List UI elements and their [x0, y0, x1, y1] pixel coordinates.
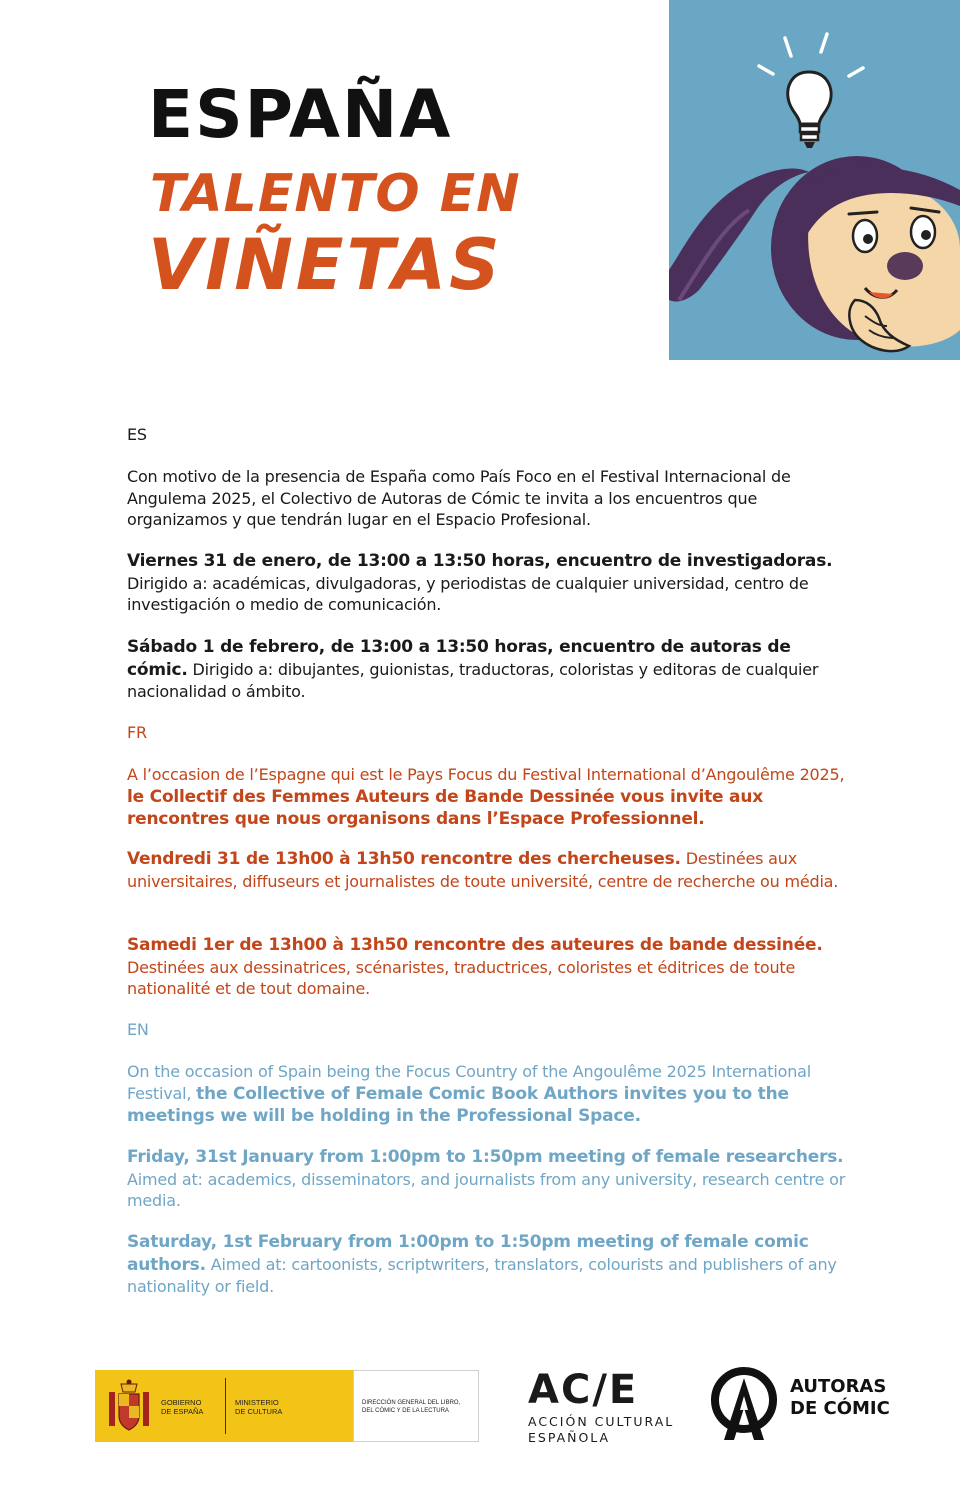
gobierno-ministerio-logo — [95, 1370, 479, 1442]
fr-event-1-title: Vendredi 31 de 13h00 à 13h50 rencontre des chercheuses. — [127, 849, 681, 869]
fr-event-1 — [127, 848, 847, 892]
en-event-1-text: Aimed at: academics, disseminators, and journalists from any university, research centre or media. — [127, 1169, 846, 1210]
es-event-1 — [127, 550, 847, 616]
fr-intro-bold: le Collectif des Femmes Auteurs de Bande Dessinée vous invite aux rencontres que nous organisons dans l’Espace Professionnel. — [127, 786, 763, 829]
gov-line-1: GOBIERNO — [161, 1398, 202, 1407]
es-event-2 — [127, 636, 847, 703]
autoras-de-comic-logo — [708, 1366, 908, 1446]
fr-intro — [127, 764, 847, 831]
autoras-line-2: DE CÓMIC — [790, 1398, 890, 1419]
lang-label-en: EN — [127, 1020, 149, 1039]
ace-logo — [528, 1367, 688, 1450]
es-event-1-text: Dirigido a: académicas, divulgadoras, y periodistas de cualquier universidad, centro de investigación o medio de comunicación. — [127, 573, 809, 614]
title-espana: ESPAÑA — [148, 76, 453, 153]
en-event-1-title: Friday, 31st January from 1:00pm to 1:50pm meeting of female researchers. — [127, 1147, 844, 1167]
girl-lightbulb-illustration — [669, 0, 960, 360]
en-event-2-text: Aimed at: cartoonists, scriptwriters, translators, colourists and publishers of any nationality or field. — [127, 1254, 837, 1296]
lang-label-es: ES — [127, 425, 147, 444]
ministry-line-1: MINISTERIO — [235, 1398, 279, 1407]
fr-event-2-title: Samedi 1er de 13h00 à 13h50 rencontre des auteures de bande dessinée. — [127, 935, 823, 955]
ace-main-text: AC/E — [528, 1367, 639, 1413]
en-intro-bold: the Collective of Female Comic Book Authors invites you to the meetings we will be holding in the Professional Space. — [127, 1083, 789, 1126]
ace-sub-2: ESPAÑOLA — [528, 1430, 611, 1445]
direction-line-1: DIRECCIÓN GENERAL DEL LIBRO, — [362, 1400, 461, 1406]
en-event-1 — [127, 1146, 847, 1212]
en-intro — [127, 1061, 847, 1128]
fr-event-1-text: Destinées aux universitaires, diffuseurs et journalistes de toute université, centre de recherche ou média. — [127, 849, 839, 891]
en-event-2-title: Saturday, 1st February from 1:00pm to 1:50pm meeting of female comic authors. — [127, 1232, 809, 1275]
fr-event-2-text: Destinées aux dessinatrices, scénaristes, traductrices, coloristes et éditrices de toute nationalité et de tout domaine. — [127, 957, 796, 998]
gov-line-2: DE ESPAÑA — [161, 1407, 204, 1416]
fr-event-2 — [127, 934, 847, 1000]
es-event-2-title: Sábado 1 de febrero, de 13:00 a 13:50 horas, encuentro de autoras de cómic. — [127, 637, 791, 680]
fr-intro-text: A l’occasion de l’Espagne qui est le Pays Focus du Festival International d’Angoulême 2025, — [127, 765, 845, 784]
title-vinetas: VIÑETAS — [148, 224, 503, 306]
title-talento-en: TALENTO EN — [150, 164, 521, 224]
ministry-line-2: DE CULTURA — [235, 1407, 283, 1416]
coat-of-arms-icon — [105, 1378, 153, 1434]
es-event-2-text: Dirigido a: dibujantes, guionistas, traductoras, coloristas y editoras de cualquier nacionalidad o ámbito. — [127, 659, 819, 701]
ace-sub-1: ACCIÓN CULTURAL — [528, 1414, 675, 1429]
direction-line-2: DEL CÓMIC Y DE LA LECTURA — [362, 1408, 449, 1414]
autoras-line-1: AUTORAS — [790, 1376, 887, 1397]
lang-label-fr: FR — [127, 723, 147, 742]
es-intro: Con motivo de la presencia de España como País Foco en el Festival Internacional de Angulema 2025, el Colectivo de Autoras de Cómic te invita a los encuentros que organizamos y que tendrán lugar en el Espacio Profesional. — [127, 467, 791, 529]
en-intro-text: On the occasion of Spain being the Focus Country of the Angoulême 2025 International Festival, — [127, 1062, 811, 1103]
en-event-2 — [127, 1231, 847, 1298]
es-event-1-title: Viernes 31 de enero, de 13:00 a 13:50 horas, encuentro de investigadoras. — [127, 551, 833, 571]
autoras-a-icon — [708, 1366, 780, 1442]
